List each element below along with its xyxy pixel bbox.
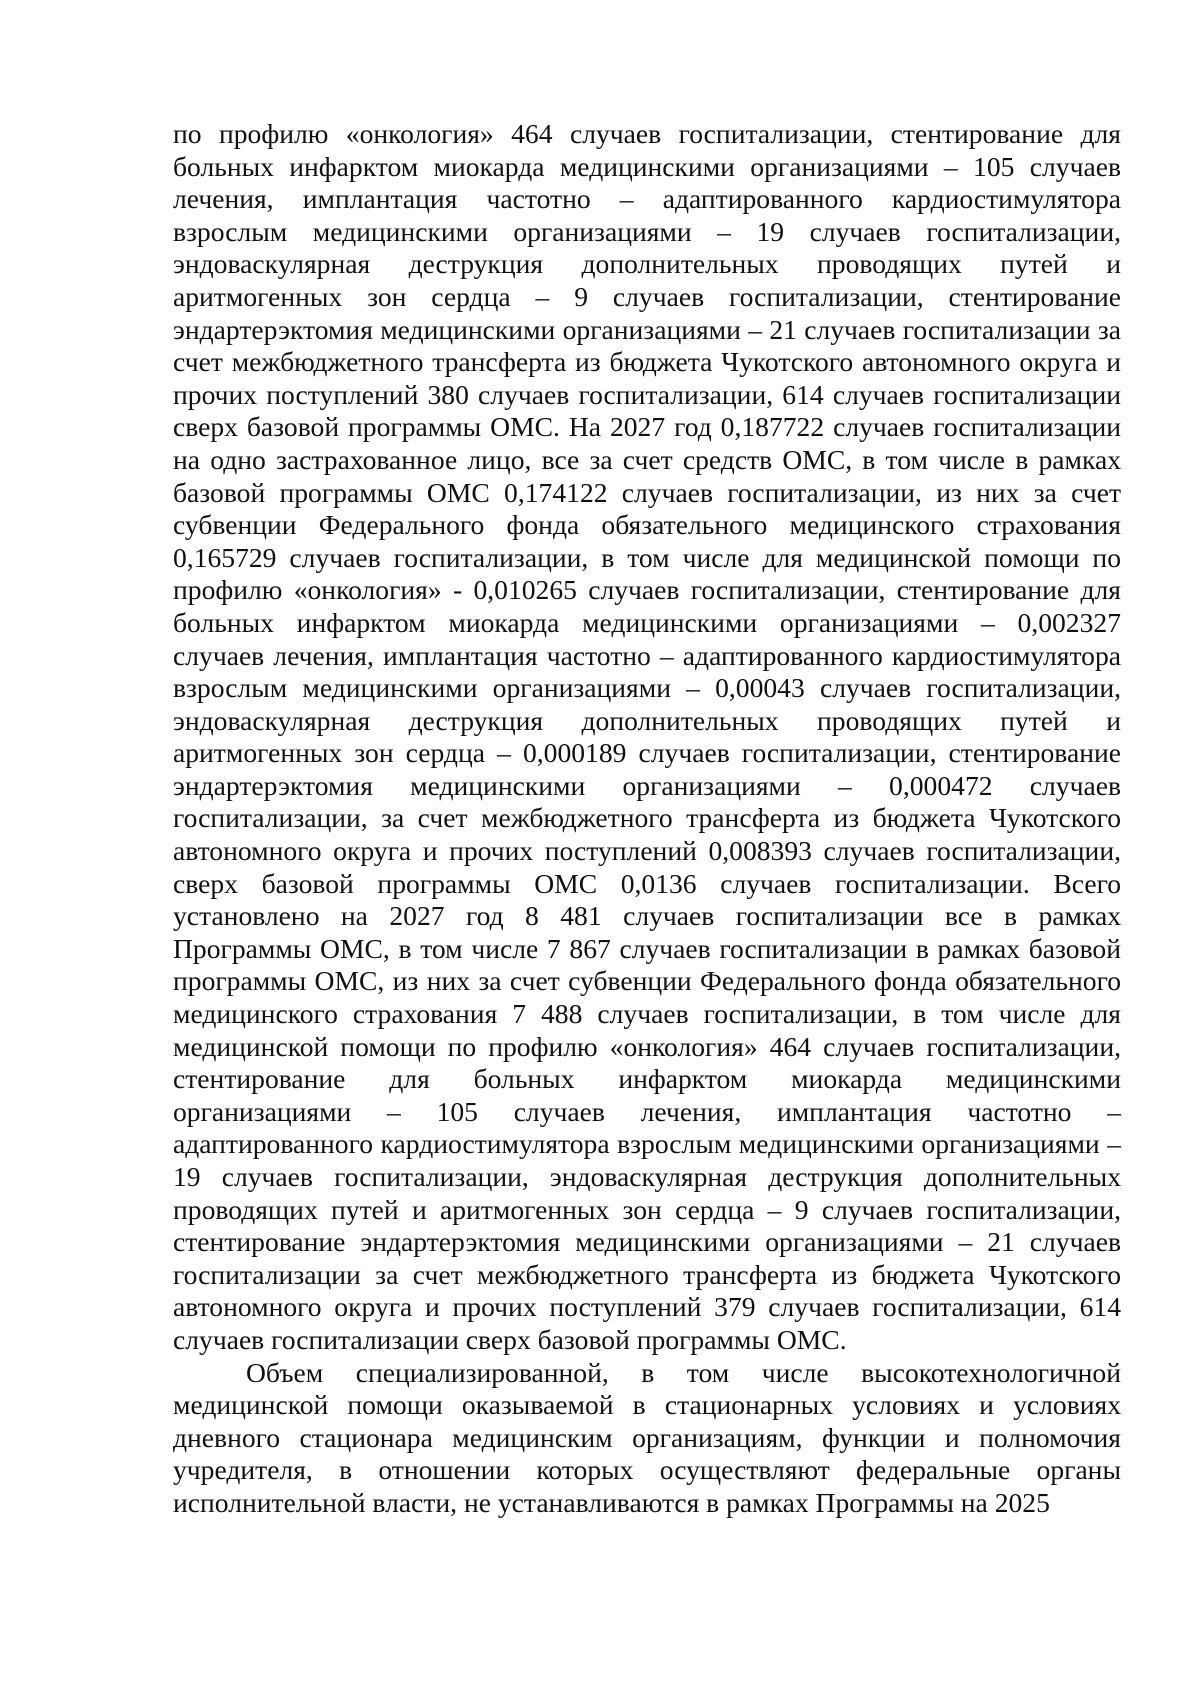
paragraph-continuation: по профилю «онкология» 464 случаев госпитализации, стентирование для больных инфарктом миокарда медицинскими организациями – 105 случаев лечения, имплантация частотно – адаптированного кардиостимулятора взрослым медицинскими организациями – 19 случаев госпитализации, эндоваскулярная деструкция дополнительных проводящих путей и аритмогенных зон сердца – 9 случаев госпитализации, стентирование эндартерэктомия медицинскими организациями – 21 случаев госпитализации за счет межбюджетного трансферта из бюджета Чукотского автономного округа и прочих поступлений 380 случаев госпитализации, 614 случаев госпитализации сверх базовой программы ОМС. На 2027 год 0,187722 случаев госпитализации на одно застрахованное лицо, все за счет средств ОМС, в том числе в рамках базовой программы ОМС 0,174122 случаев госпитализации, из них за счет субвенции Федерального фонда обязательного медицинского страхования 0,165729 случаев госпитализации, в том числе для медицинской помощи по профилю «онкология» - 0,010265 случаев госпитализации, стентирование для больных инфарктом миокарда медицинскими организациями – 0,002327 случаев лечения, имплантация частотно – адаптированного кардиостимулятора взрослым медицинскими организациями – 0,00043 случаев госпитализации, эндоваскулярная деструкция дополнительных проводящих путей и аритмогенных зон сердца – 0,000189 случаев госпитализации, стентирование эндартерэктомия медицинскими организациями – 0,000472 случаев госпитализации, за счет межбюджетного трансферта из бюджета Чукотского автономного округа и прочих поступлений 0,008393 случаев госпитализации, сверх базовой программы ОМС 0,0136 случаев госпитализации. Всего установлено на 2027 год 8 481 случаев госпитализации все в рамках Программы ОМС, в том числе 7 867 случаев госпитализации в рамках базовой программы ОМС, из них за счет субвенции Федерального фонда обязательного медицинского страхования 7 488 случаев госпитализации, в том числе для медицинской помощи по профилю «онкология» 464 случаев госпитализации, стентирование для больных инфарктом миокарда медицинскими организациями – 105 случаев лечения, имплантация частотно – адаптированного кардиостимулятора взрослым медицинскими организациями – 19 случаев госпитализации, эндоваскулярная деструкция дополнительных проводящих путей и аритмогенных зон сердца – 9 случаев госпитализации, стентирование эндартерэктомия медицинскими организациями – 21 случаев госпитализации за счет межбюджетного трансферта из бюджета Чукотского автономного округа и прочих поступлений 379 случаев госпитализации, 614 случаев госпитализации сверх базовой программы ОМС. bbox=[173, 118, 1121, 1355]
paragraph-volume-specialized-care: Объем специализированной, в том числе высокотехнологичной медицинской помощи оказываемой в стационарных условиях и условиях дневного стационара медицинским организациям, функции и полномочия учредителя, в отношении которых осуществляют федеральные органы исполнительной власти, не устанавливаются в рамках Программы на 2025 bbox=[173, 1356, 1121, 1518]
document-body bbox=[173, 118, 1121, 1520]
